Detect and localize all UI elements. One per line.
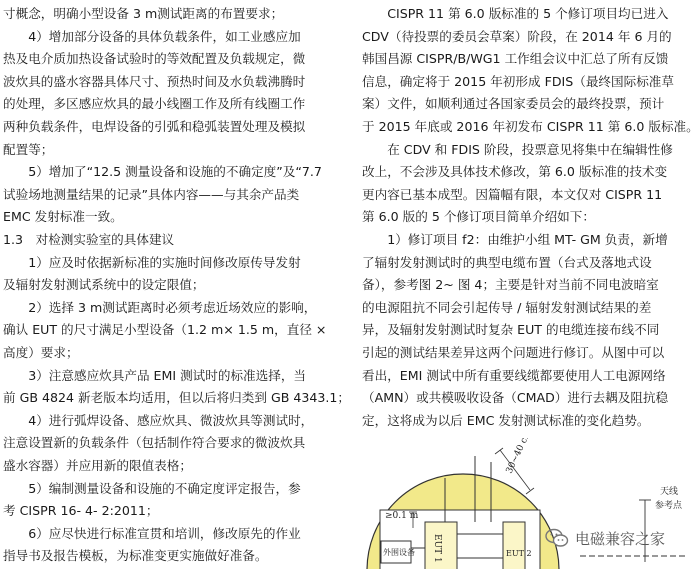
eut2-box bbox=[503, 522, 525, 569]
text-line: 寸概念，明确小型设备 3 m测试距离的布置要求； bbox=[3, 6, 284, 21]
text-line: 的处理，多区感应炊具的最小线圈工作及所有线圈工作 bbox=[3, 96, 306, 112]
antenna-label-line1: 天线 bbox=[660, 487, 679, 497]
text-line: 5）编制测量设备和设施的不确定度评定报告，参 bbox=[3, 480, 301, 496]
text-line: 盛水容器）并应用新的限值表格； bbox=[3, 458, 192, 473]
text-line: 确认 EUT 的尺寸满足小型设备（1.2 m× 1.5 m，直径 × bbox=[3, 322, 327, 338]
text-line: EMC 发射标准一致。 bbox=[3, 209, 123, 225]
eut1-label: EUT 1 bbox=[432, 534, 442, 563]
text-line: 配置等； bbox=[3, 141, 54, 157]
text-line: 第 6.0 版的 5 个修订项目简单介绍如下： bbox=[362, 209, 595, 225]
antenna-label-line2: 参考点 bbox=[655, 501, 683, 511]
text-line: 4）进行弧焊设备、感应炊具、微波炊具等测试时， bbox=[3, 412, 314, 428]
text-line: 2）选择 3 m测试距离时必须考虑近场效应的影响， bbox=[3, 299, 317, 315]
text-line: 试验场地测量结果的记录”具体内容——与其余产品类 bbox=[3, 186, 300, 202]
text-line: 6）应尽快进行标准宣贯和培训，修改原先的作业 bbox=[3, 525, 301, 541]
dimension-line bbox=[495, 448, 503, 454]
text-line: 5）增加了“12.5 测量设备和设施的不确定度”及“7.7 bbox=[3, 164, 322, 180]
text-line: 异，及辐射发射测试时复杂 EUT 的电缆连接布线不同 bbox=[362, 322, 660, 338]
text-line: 3）注意感应炊具产品 EMI 测试时的标准选择，当 bbox=[3, 367, 307, 383]
dimension-line bbox=[526, 488, 534, 494]
peripheral-label: 外围设备 bbox=[383, 548, 415, 557]
text-line: （AMN）或共模吸收设备（CMAD）进行去耦及阻抗稳 bbox=[362, 390, 669, 406]
text-line: 两种负载条件，电焊设备的引弧和稳弧装置处理及模拟 bbox=[3, 119, 306, 134]
eut2-label: EUT 2 bbox=[506, 549, 532, 558]
text-line: 韩国昌源 CISPR/B/WG1 工作组会议中汇总了所有反馈 bbox=[362, 51, 669, 67]
text-line: 案）文件，如顺利通过各国家委员会的最终投票，预计 bbox=[362, 96, 665, 112]
text-line: 及辐射发射测试系统中的设定限值； bbox=[3, 277, 205, 293]
text-line: 信息，确定将于 2015 年初形成 FDIS（最终国际标准草 bbox=[362, 73, 674, 89]
text-line: 4）增加部分设备的具体负载条件，如工业感应加 bbox=[3, 28, 301, 44]
text-line: 热及电介质加热设备试验时的等效配置及负载规定，微 bbox=[3, 51, 306, 67]
text-line: 定，这将成为以后 EMC 发射测试标准的变化趋势。 bbox=[362, 412, 650, 428]
text-line: 于 2015 年底或 2016 年初发布 CISPR 11 第 6.0 版标准。 bbox=[362, 119, 699, 134]
text-line: CISPR 11 第 6.0 版标准的 5 个修订项目均已进入 bbox=[362, 6, 669, 21]
text-line: 指导书及报告模板，为标准变更实施做好准备。 bbox=[3, 548, 268, 564]
text-line: 考 CISPR 16- 4- 2:2011； bbox=[3, 503, 159, 519]
text-line: 注意设置新的负载条件（包括制作符合要求的微波炊具 bbox=[3, 435, 306, 451]
text-line: 波炊具的盛水容器具体尺寸、预热时间及水负载沸腾时 bbox=[3, 73, 306, 89]
text-line: 前 GB 4824 新老版本均适用，但以后将归类到 GB 4343.1； bbox=[3, 390, 351, 406]
text-line: 1.3 对检测实验室的具体建议 bbox=[3, 232, 175, 247]
spacing-label: ≥0.1 m bbox=[385, 511, 419, 521]
text-line: 备），参考图 2~ 图 4；主要是针对当前不同电波暗室 bbox=[362, 277, 659, 293]
text-line: CDV（待投票的委员会草案）阶段，在 2014 年 6 月的 bbox=[362, 28, 672, 44]
wechat-icon bbox=[545, 528, 569, 548]
text-line: 的电源阻抗不同会引起传导 / 辐射发射测试结果的差 bbox=[362, 299, 652, 315]
text-line: 改上，不会涉及具体技术修改，第 6.0 版标准的技术变 bbox=[362, 164, 668, 180]
text-line: 引起的测试结果差异这两个问题进行修订。从图中可以 bbox=[362, 345, 665, 360]
text-line: 了辐射发射测试时的典型电缆布置（台式及落地式设 bbox=[362, 254, 652, 270]
watermark-text: 电磁兼容之家 bbox=[575, 529, 666, 548]
watermark bbox=[545, 525, 665, 551]
text-line: 1）应及时依据新标准的实施时间修改原传导发射 bbox=[3, 254, 301, 270]
text-line: 1）修订项目 f2：由维护小组 MT- GM 负责，新增 bbox=[362, 232, 668, 247]
text-line: 看出，EMI 测试中所有重要线缆都要使用人工电源网络 bbox=[362, 367, 666, 383]
text-line: 在 CDV 和 FDIS 阶段，投票意见将集中在编辑性修 bbox=[362, 141, 673, 157]
text-line: 更内容已基本成型。因篇幅有限，本文仅对 CISPR 11 bbox=[362, 186, 663, 202]
text-line: 高度）要求； bbox=[3, 345, 79, 360]
dimension-label: 30~40 cm bbox=[504, 438, 534, 476]
